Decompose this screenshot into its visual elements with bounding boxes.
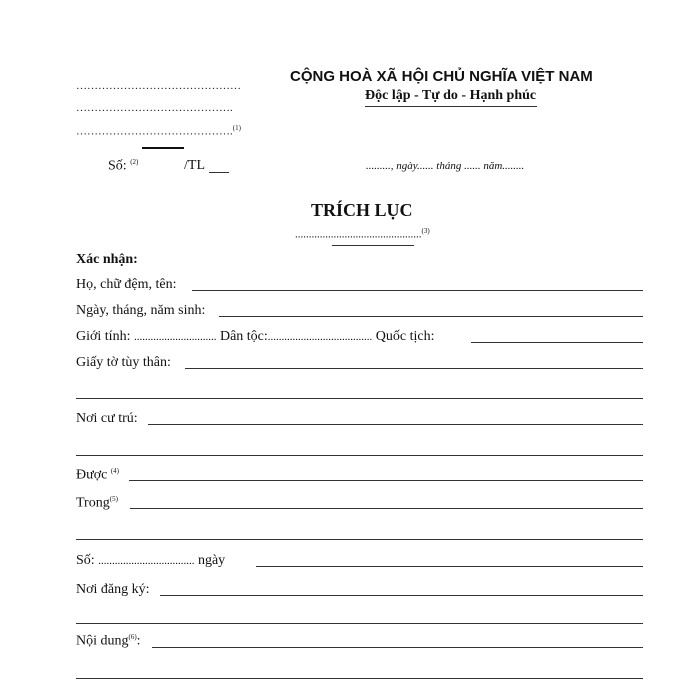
residence-line — [148, 424, 643, 425]
motto: Độc lập - Tự do - Hạnh phúc — [365, 88, 537, 103]
issuer-line-2: ……………………………………. — [76, 102, 233, 114]
duoc-footnote-4: (4) — [110, 467, 119, 475]
tl-underline — [209, 172, 229, 173]
issuer-line-3-dots: ……………………………………. — [76, 125, 233, 138]
country-heading: CỘNG HOÀ XÃ HỘI CHỦ NGHĨA VIỆT NAM — [290, 68, 593, 85]
so-row-label: Số: — [76, 553, 95, 568]
name-line — [192, 290, 643, 291]
motto-underline — [365, 106, 537, 107]
content-colon: : — [136, 633, 141, 649]
trong-row — [76, 495, 118, 512]
issuer-line-3 — [76, 124, 241, 138]
residence-line-2 — [76, 455, 643, 456]
ngay-label: ngày — [197, 553, 226, 568]
duoc-row — [76, 467, 119, 484]
content-footnote-6: (6) — [128, 633, 137, 641]
so-row — [76, 553, 225, 569]
tl-label: /TL — [184, 158, 205, 173]
content-label: Nội dung — [76, 633, 129, 649]
so-row-dots: ................................... — [98, 555, 195, 567]
issuer-underline — [142, 147, 184, 149]
confirm-heading: Xác nhận: — [76, 252, 138, 267]
trong-line-2 — [76, 539, 643, 540]
title-sub-dots: .............................................. — [295, 228, 422, 241]
content-row — [76, 633, 141, 650]
so-footnote-2: (2) — [130, 158, 139, 166]
so-row-line — [256, 566, 643, 567]
so-label: Số: — [108, 158, 127, 174]
document-title: TRÍCH LỤC — [311, 200, 413, 220]
title-underline — [332, 245, 414, 246]
gender-dots: .............................. — [133, 331, 217, 343]
name-label: Họ, chữ đệm, tên: — [76, 277, 177, 292]
reg-place-label: Nơi đăng ký: — [76, 582, 150, 597]
title-footnote-3: (3) — [421, 227, 430, 235]
dob-label: Ngày, tháng, năm sinh: — [76, 303, 206, 318]
dob-line — [219, 316, 643, 317]
trong-footnote-5: (5) — [109, 495, 118, 503]
reg-place-line-2 — [76, 623, 643, 624]
title-subline — [295, 227, 430, 241]
id-doc-line-2 — [76, 398, 643, 399]
duoc-line — [129, 480, 643, 481]
ethnicity-dots: ...................................... — [267, 331, 373, 343]
residence-label: Nơi cư trú: — [76, 411, 138, 426]
tl-code — [184, 158, 205, 174]
issuer-footnote-1: (1) — [232, 124, 241, 132]
reg-place-line — [160, 595, 643, 596]
document-number — [108, 158, 138, 175]
content-line-2 — [76, 678, 643, 679]
content-line — [152, 647, 643, 648]
ethnicity-label: Dân tộc: — [219, 329, 268, 344]
trong-line — [130, 508, 643, 509]
trong-label: Trong — [76, 495, 110, 511]
nationality-label: Quốc tịch: — [375, 329, 435, 344]
id-doc-line — [185, 368, 643, 369]
nationality-line — [471, 342, 643, 343]
gender-label: Giới tính: — [76, 329, 131, 344]
gender-row — [76, 329, 435, 345]
duoc-label: Được — [76, 467, 108, 483]
issue-date: ........., ngày...... tháng ...... năm........ — [366, 160, 525, 172]
issuer-line-1: ……………………………………… — [76, 80, 241, 92]
id-doc-label: Giấy tờ tùy thân: — [76, 355, 171, 370]
